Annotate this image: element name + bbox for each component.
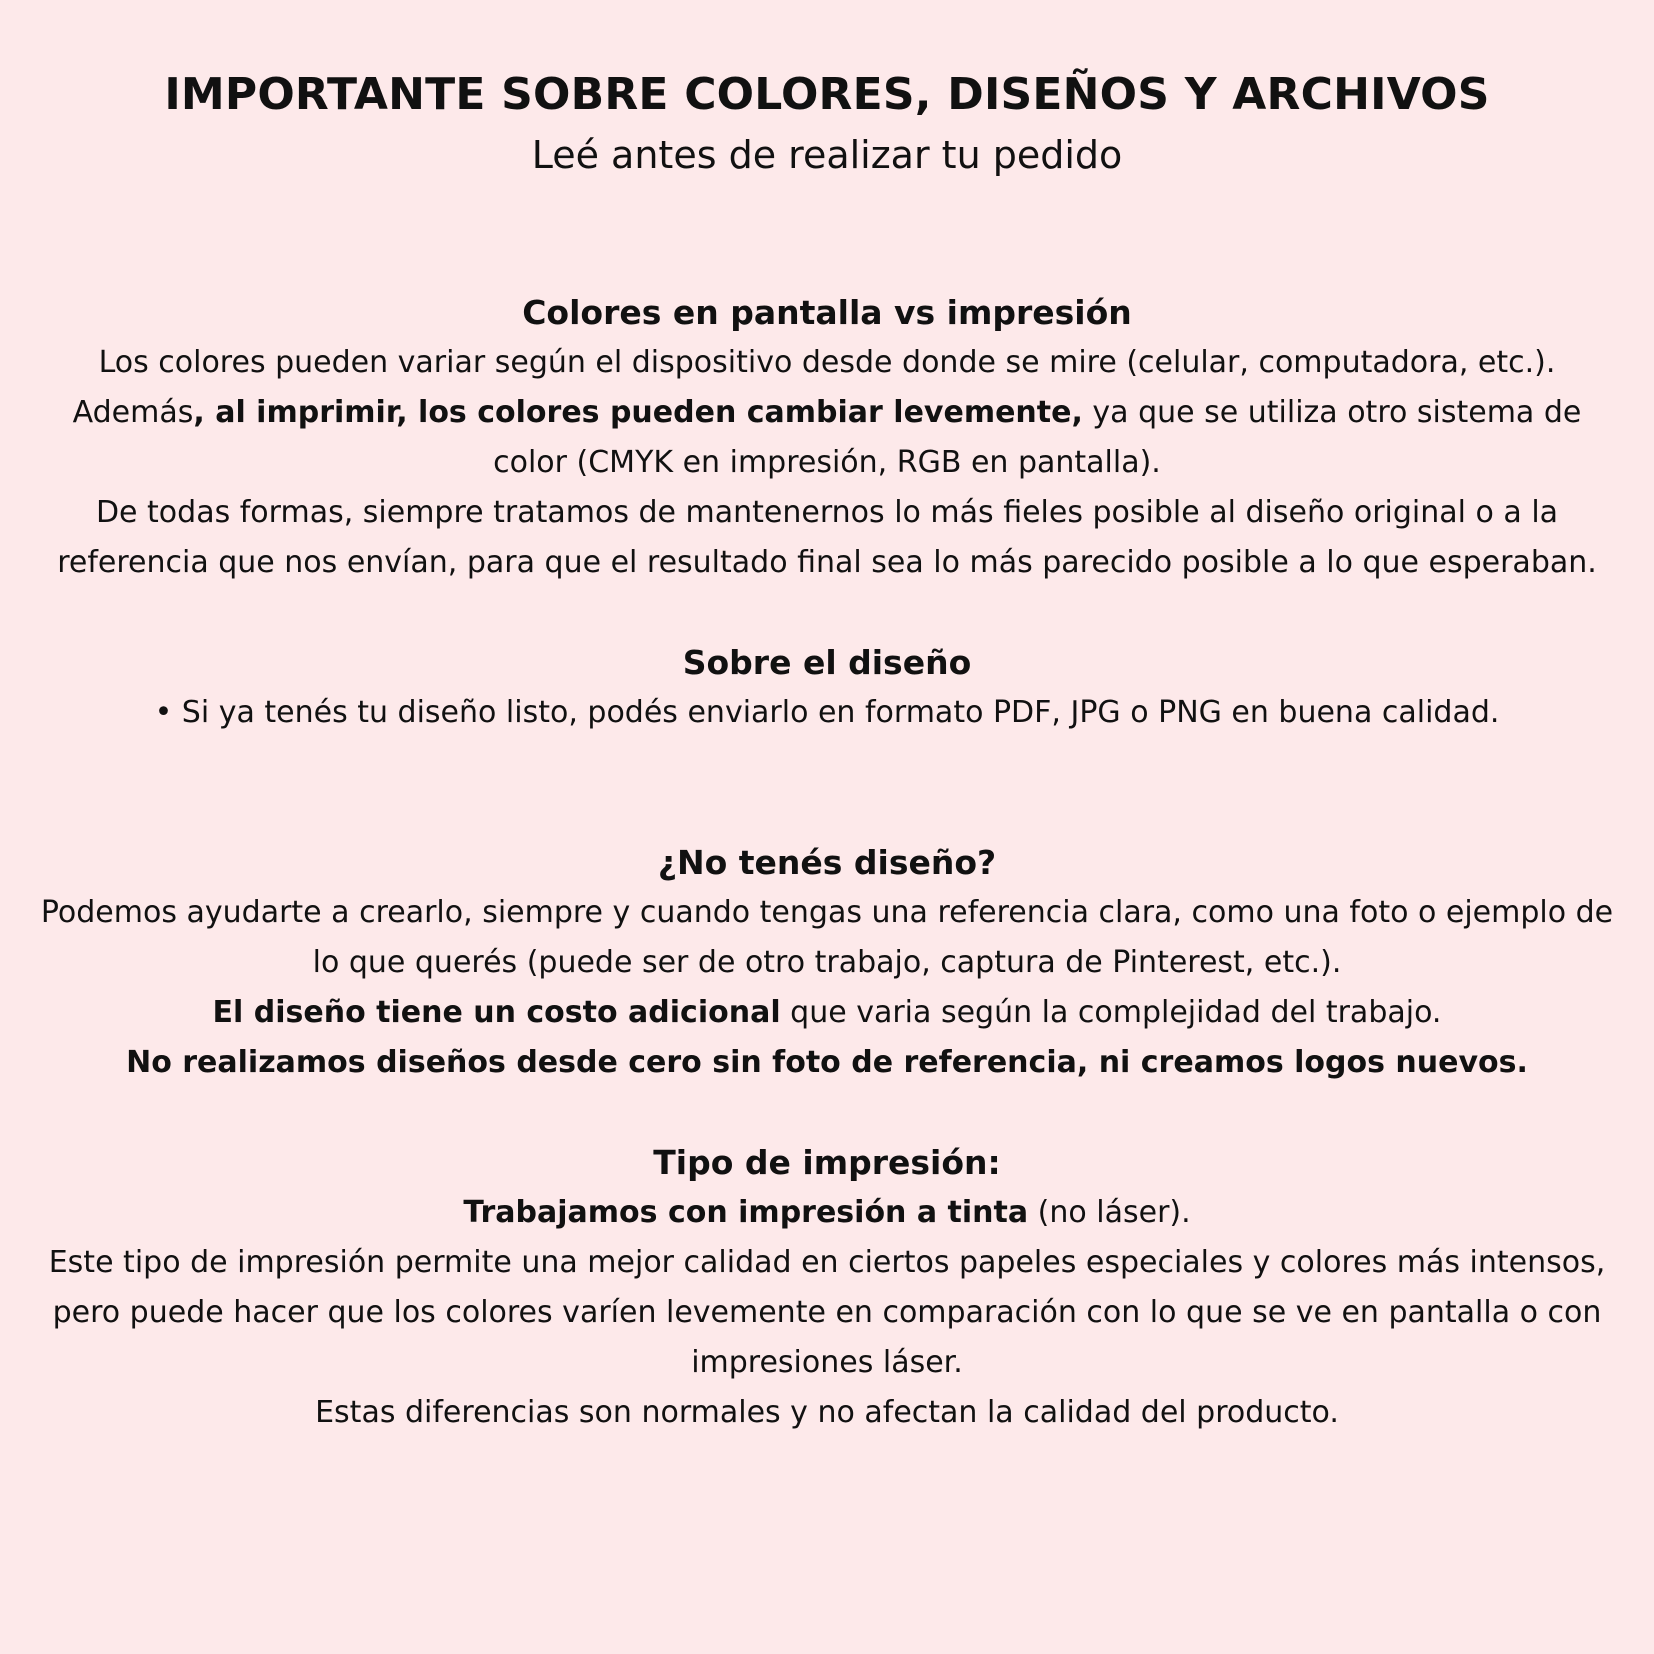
- tipo-paragraph-2: Este tipo de impresión permite una mejor calidad en ciertos papeles especiales y colores más intensos, pero puede hacer que los colores varíen levemente en comparación con lo que se ve en pantalla o con impresiones láser.: [48, 1245, 1606, 1380]
- section-colores: [34, 288, 1620, 588]
- diseno-bullet: • Si ya tenés tu diseño listo, podés enviarlo en formato PDF, JPG o PNG en buena calidad.: [154, 695, 1500, 730]
- no-diseno-p2-bold: El diseño tiene un costo adicional: [212, 995, 781, 1030]
- no-diseno-p3-bold: No realizamos diseños desde cero sin foto de referencia, ni creamos logos nuevos.: [126, 1045, 1528, 1080]
- section-colores-heading: Colores en pantalla vs impresión: [522, 293, 1132, 332]
- page-title: IMPORTANTE SOBRE COLORES, DISEÑOS Y ARCHIVOS: [164, 69, 1490, 120]
- page-subtitle: Leé antes de realizar tu pedido: [531, 133, 1123, 177]
- colores-paragraph-1: Los colores pueden variar según el dispositivo desde donde se mire (celular, computadora, etc.).: [98, 345, 1556, 380]
- no-diseno-paragraph-2: [34, 988, 1620, 1038]
- section-no-diseno: [34, 838, 1620, 1088]
- colores-paragraph-3: De todas formas, siempre tratamos de mantenernos lo más fieles posible al diseño original o a la referencia que nos envían, para que el resultado final sea lo más parecido posible a lo que esperaban.: [57, 495, 1597, 580]
- colores-p2-bold: , al imprimir, los colores pueden cambiar levemente,: [193, 395, 1083, 430]
- tipo-paragraph-3: Estas diferencias son normales y no afectan la calidad del producto.: [315, 1395, 1339, 1430]
- tipo-p1-end: (no láser).: [1028, 1195, 1191, 1230]
- section-tipo-impresion: [34, 1138, 1620, 1438]
- no-diseno-paragraph-3: [34, 1038, 1620, 1088]
- tipo-paragraph-1: [34, 1188, 1620, 1238]
- section-no-diseno-heading: ¿No tenés diseño?: [657, 843, 997, 882]
- section-diseno: [34, 638, 1620, 738]
- colores-p2-end: ya que se utiliza otro sistema de color (CMYK en impresión, RGB en pantalla).: [493, 395, 1582, 480]
- colores-paragraph-2: [34, 388, 1620, 488]
- no-diseno-p2-end: que varia según la complejidad del trabajo.: [780, 995, 1442, 1030]
- tipo-p1-bold: Trabajamos con impresión a tinta: [463, 1195, 1029, 1230]
- colores-p2-start: Además: [72, 395, 194, 430]
- section-diseno-heading: Sobre el diseño: [682, 643, 972, 682]
- section-tipo-heading: Tipo de impresión:: [653, 1143, 1001, 1182]
- no-diseno-paragraph-1: Podemos ayudarte a crearlo, siempre y cuando tengas una referencia clara, como una foto o ejemplo de lo que querés (puede ser de otro trabajo, captura de Pinterest, etc.).: [40, 895, 1614, 980]
